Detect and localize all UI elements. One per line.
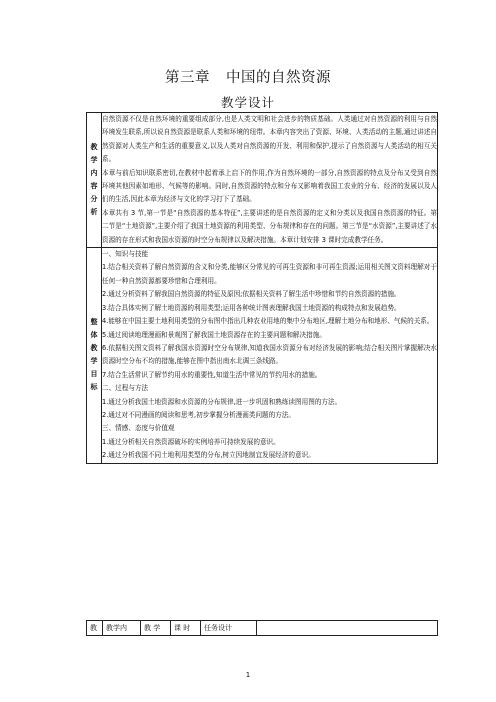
header-cell: 任务设计 (201, 621, 257, 636)
goal-item: 2.通过对不同漫画的阅读和思考,初步掌握分析漫画类问题的方法。 (102, 410, 296, 419)
label-char: 分 (90, 195, 98, 204)
chapter-number: 第三章 (165, 70, 210, 86)
label-char: 学 (90, 156, 98, 165)
page-number: 1 (245, 671, 251, 679)
section-label-teaching-goals (87, 248, 102, 464)
goal-item: 4.能够在中国主要土地利用类型的分布图中指出几种农业用地的集中分布地区,理解土地分布和地形、气候的关系。 (102, 317, 434, 326)
goal-item: 1.通过分析相关自然资源破坏的实例培养可持续发展的意识。 (102, 437, 280, 446)
label-char: 标 (90, 383, 98, 392)
header-cell: 教学内 (103, 621, 141, 636)
goal-item: 3.结合具体实例了解土地资源的利用类型;运用各种统计图表理解我国土地资源的构成特点和发展趋势。 (102, 303, 401, 312)
label-char: 学 (90, 357, 98, 366)
teaching-goals-text (102, 248, 438, 464)
teaching-goals-row (87, 248, 438, 464)
label-char: 目 (90, 370, 98, 379)
header-row (87, 621, 438, 636)
content-analysis-row (87, 113, 438, 248)
goal-item: 6.依据相关图文资料了解我国水资源时空分布规律,知道我国水资源分布对经济发展的影响;结合相关图片掌握解决水资源时空分布不均的措施,能够在图中指出南水北调三条线路。 (102, 343, 437, 366)
content-analysis-text (102, 113, 438, 248)
label-char: 整 (90, 318, 98, 327)
label-char: 析 (90, 208, 98, 217)
paragraph: 本章与前后知识联系密切,在教材中起着承上启下的作用,作为自然环境的一部分,自然资源的特点及分布又受到自然环境其他因素如地形、气候等的影响。同时,自然资源的特点和分布又影响着我国工农业的分布、经济的发展以及人们的生活,因此本章为经济与文化的学习打下了基础。 (102, 168, 437, 204)
label-char: 教 (90, 344, 98, 353)
header-cell: 课 时 (171, 621, 201, 636)
subtitle: 教学设计 (220, 95, 275, 110)
goal-heading: 三、情感、态度与价值观 (102, 424, 175, 433)
header-cell: 教 学 (141, 621, 171, 636)
design-table (86, 112, 438, 464)
goal-item: 5.通过阅读地理漫画和景观图了解我国土地资源存在的主要问题和解决措施。 (102, 330, 326, 339)
label-char: 教 (90, 143, 98, 152)
goal-heading: 一、知识与技能 (102, 250, 149, 259)
label-char: 容 (90, 182, 98, 191)
label-char: 体 (90, 331, 98, 340)
section-label-content-analysis (87, 113, 102, 248)
lesson-plan-header-table (86, 620, 438, 636)
label-char: 内 (90, 169, 98, 178)
chapter-title (0, 66, 496, 87)
header-cell (257, 621, 438, 636)
chapter-name: 中国的自然资源 (226, 70, 331, 86)
paragraph: 本章共有 3 节,第一节是“自然资源的基本特征”,主要讲述的是自然资源的定义和分类以及我国自然资源的特征。第二节是“土地资源”,主要介绍了我国土地资源的利用类型、分布规律和存在的问题。第三节是“水资源”,主要讲述了水资源的存在形式和我国水资源的时空分布规律以及解决措施。本章计划安排 3 课时完成教学任务。 (102, 208, 437, 244)
paragraph: 自然资源不仅是自然环境的重要组成部分,也是人类文明和社会进步的物质基础。人类通过对自然资源的利用与自然环境发生联系,所以说自然资源是联系人类和环境的纽带。本章内容突出了资源、环境、人类活动的主题,通过讲述自然资源对人类生产和生活的重要意义,以及人类对自然资源的开发、利用和保护,提示了自然资源与人类活动的相互关系。 (102, 115, 437, 164)
header-cell: 教 (87, 621, 103, 636)
goal-item: 1.通过分析我国土地资源和水资源的分布规律,进一步巩固和熟练读图用图的方法。 (102, 397, 342, 406)
goal-item: 2.通过分析我国不同土地利用类型的分布,树立因地制宜发展经济的意识。 (102, 451, 315, 460)
goal-item: 1.结合相关资料了解自然资源的含义和分类,能够区分常见的可再生资源和非可再生资源;运用相关图文资料理解对于任何一种自然资源都要珍惜和合理利用。 (102, 263, 437, 285)
goal-item: 2.通过分析资料了解我国自然资源的特征及原因;依据相关资料了解生活中珍惜和节约自然资源的措施。 (102, 290, 401, 299)
goal-item: 7.结合生活常识了解节约用水的重要性,知道生活中常见的节约用水的措施。 (102, 370, 322, 379)
goal-heading: 二、过程与方法 (102, 384, 149, 393)
